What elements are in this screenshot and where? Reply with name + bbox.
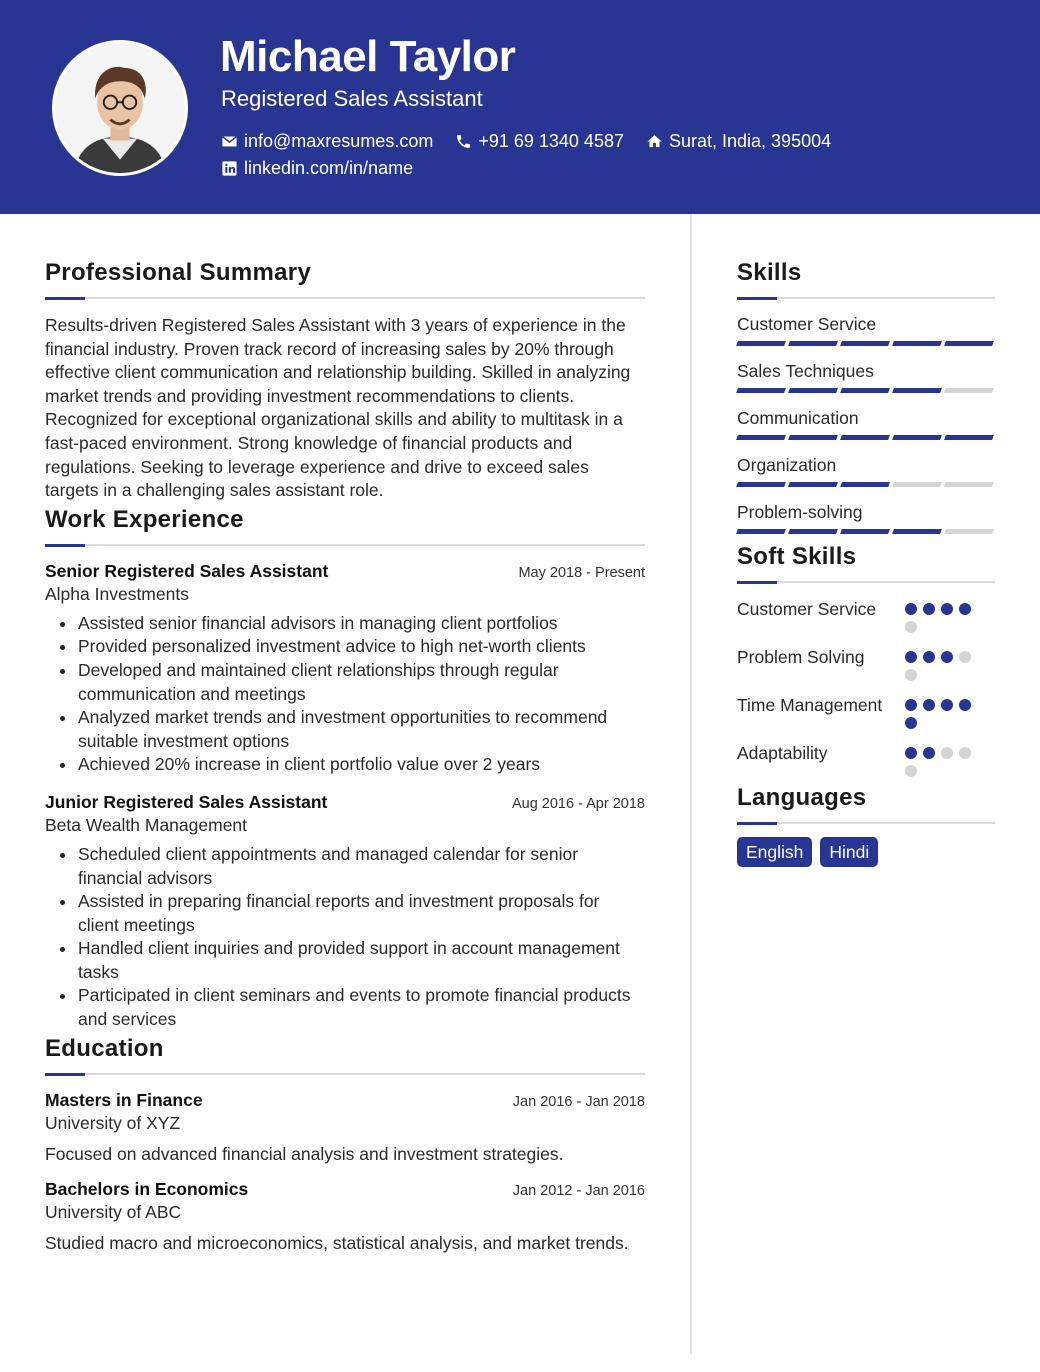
skill-level-bar [737,482,995,487]
rating-dot [905,603,917,615]
bullet-item: Developed and maintained client relationships through regular communication and meetings [45,659,645,706]
bullet-item: Assisted senior financial advisors in managing client portfolios [45,612,645,636]
profile-photo [52,40,188,176]
bullet-item: Participated in client seminars and events to promote financial products and services [45,984,645,1031]
bullet-item: Scheduled client appointments and managed calendar for senior financial advisors [45,843,645,890]
skill-level-segment [892,341,942,346]
education-entry [45,1178,645,1256]
contact-row [221,130,853,152]
skill-item [737,501,995,534]
soft-skill-rating [905,741,985,777]
soft-skill-item [737,741,995,777]
soft-skill-name: Customer Service [737,599,877,619]
rating-dot [905,699,917,711]
skill-level-segment [892,529,942,534]
soft-skill-name: Time Management [737,695,883,715]
degree-title: Bachelors in Economics [45,1179,249,1200]
soft-skill-rating [905,597,985,633]
rating-dot [905,717,917,729]
skill-level-segment [736,435,786,440]
job-header [45,791,645,813]
education-header [45,1089,645,1111]
envelope-icon [221,133,238,150]
education-date: Jan 2016 - Jan 2018 [512,1093,645,1110]
skill-level-segment [944,482,994,487]
section-rule [45,1073,645,1075]
email-text: info@maxresumes.com [244,131,434,151]
linkedin-icon [221,160,238,177]
skill-name: Problem-solving [737,502,863,522]
skill-item [737,313,995,346]
experience-section [45,505,645,1032]
skill-name: Sales Techniques [737,361,874,381]
skill-level-segment [840,435,890,440]
section-rule [45,544,645,546]
skill-level-segment [840,341,890,346]
rating-dot [923,651,935,663]
skill-level-segment [840,388,890,393]
phone-text: +91 69 1340 4587 [478,131,624,151]
section-rule [737,822,995,824]
skill-level-segment [944,529,994,534]
language-badge: English [737,837,812,867]
languages-list [737,837,995,867]
language-badge: Hindi [820,837,878,867]
home-icon [646,133,663,150]
job-bullets [45,843,645,1032]
candidate-name: Michael Taylor [220,32,516,81]
skills-section [737,258,995,534]
soft-skill-name: Adaptability [737,743,828,763]
job-entry [45,791,645,1032]
section-heading: Skills [737,259,802,286]
skill-level-segment [788,529,838,534]
linkedin-text: linkedin.com/in/name [244,158,414,178]
education-description: Studied macro and microeconomics, statistical analysis, and market trends. [45,1233,629,1254]
section-rule [737,581,995,583]
skill-level-segment [736,341,786,346]
bullet-item: Handled client inquiries and provided support in account management tasks [45,937,645,984]
rating-dot [941,651,953,663]
job-title: Junior Registered Sales Assistant [45,791,328,812]
skills-list [737,313,995,534]
skill-level-segment [944,388,994,393]
skill-level-bar [737,529,995,534]
rating-dot [923,747,935,759]
rating-dot [905,651,917,663]
section-heading: Education [45,1034,164,1062]
jobs-list [45,560,645,1032]
skill-level-segment [892,482,942,487]
job-title: Senior Registered Sales Assistant [45,560,329,581]
skill-level-segment [736,482,786,487]
bullet-item: Assisted in preparing financial reports and investment proposals for client meetings [45,890,645,937]
skill-level-segment [892,435,942,440]
skill-level-segment [840,529,890,534]
job-company: Beta Wealth Management [45,814,248,835]
section-heading: Soft Skills [737,543,857,570]
skill-name: Organization [737,455,837,475]
skill-level-segment [892,388,942,393]
skill-level-segment [736,388,786,393]
job-date: Aug 2016 - Apr 2018 [511,795,645,812]
skill-level-segment [736,529,786,534]
soft-skills-section [737,542,995,777]
person-icon [55,43,185,173]
contact-phone[interactable] [455,130,624,152]
education-section [45,1034,645,1256]
soft-skill-rating [905,693,985,729]
rating-dot [923,603,935,615]
rating-dot [941,747,953,759]
soft-skill-rating [905,645,985,681]
skill-level-segment [944,435,994,440]
rating-dot [959,699,971,711]
section-rule [45,297,645,299]
bullet-item: Achieved 20% increase in client portfolio value over 2 years [45,753,645,777]
job-entry [45,560,645,777]
skill-item [737,407,995,440]
resume-header [0,0,1040,214]
section-heading: Languages [737,784,867,811]
right-column [737,258,995,867]
contact-row-2 [221,157,435,179]
rating-dot [905,621,917,633]
rating-dot [941,699,953,711]
degree-title: Masters in Finance [45,1089,203,1110]
location-text: Surat, India, 395004 [668,131,832,151]
bullet-item: Provided personalized investment advice to high net-worth clients [45,635,645,659]
education-list [45,1089,645,1256]
rating-dot [959,651,971,663]
skill-level-bar [737,341,995,346]
soft-skill-item [737,597,995,633]
job-company: Alpha Investments [45,583,189,604]
candidate-title: Registered Sales Assistant [221,86,483,111]
skill-level-bar [737,388,995,393]
rating-dot [959,747,971,759]
summary-text: Results-driven Registered Sales Assistant with 3 years of experience in the financial industry. Proven track record of increasing sales by 20% through effective client communication and relationship building. Skilled in analyzing market trends and providing investment recommendations to clients. Recognized for exceptional organizational skills and ability to multitask in a fast-paced environment. Strong knowledge of financial products and regulations. Seeking to leverage experience and drive to exceed sales targets in a challenging sales assistant role. [45,315,631,501]
skill-level-segment [788,341,838,346]
job-bullets [45,612,645,777]
skill-item [737,454,995,487]
skill-level-segment [840,482,890,487]
rating-dot [905,765,917,777]
languages-section [737,783,995,867]
soft-skill-item [737,693,995,729]
rating-dot [923,699,935,711]
bullet-item: Analyzed market trends and investment opportunities to recommend suitable investment options [45,706,645,753]
education-description: Focused on advanced financial analysis and investment strategies. [45,1143,564,1164]
job-date: May 2018 - Present [518,564,645,581]
contact-linkedin[interactable] [221,157,413,179]
section-rule [737,297,995,299]
rating-dot [905,669,917,681]
rating-dot [905,747,917,759]
skill-name: Customer Service [737,314,877,334]
skill-level-segment [788,482,838,487]
school-name: University of XYZ [45,1112,181,1133]
left-column [45,258,645,1256]
soft-skill-item [737,645,995,681]
section-heading: Work Experience [45,505,244,533]
contact-location [646,130,831,152]
skill-level-segment [944,341,994,346]
education-date: Jan 2012 - Jan 2016 [512,1183,645,1200]
soft-skill-name: Problem Solving [737,647,865,667]
education-entry [45,1089,645,1167]
rating-dot [959,603,971,615]
education-header [45,1178,645,1200]
summary-section [45,258,645,503]
job-header [45,560,645,582]
skill-level-bar [737,435,995,440]
skill-level-segment [788,388,838,393]
column-divider [690,214,692,1354]
skill-level-segment [788,435,838,440]
phone-icon [455,133,472,150]
school-name: University of ABC [45,1202,182,1223]
contact-email[interactable] [221,130,433,152]
section-heading: Professional Summary [45,259,312,286]
skill-item [737,360,995,393]
skill-name: Communication [737,408,859,428]
soft-skills-list [737,597,995,777]
rating-dot [941,603,953,615]
